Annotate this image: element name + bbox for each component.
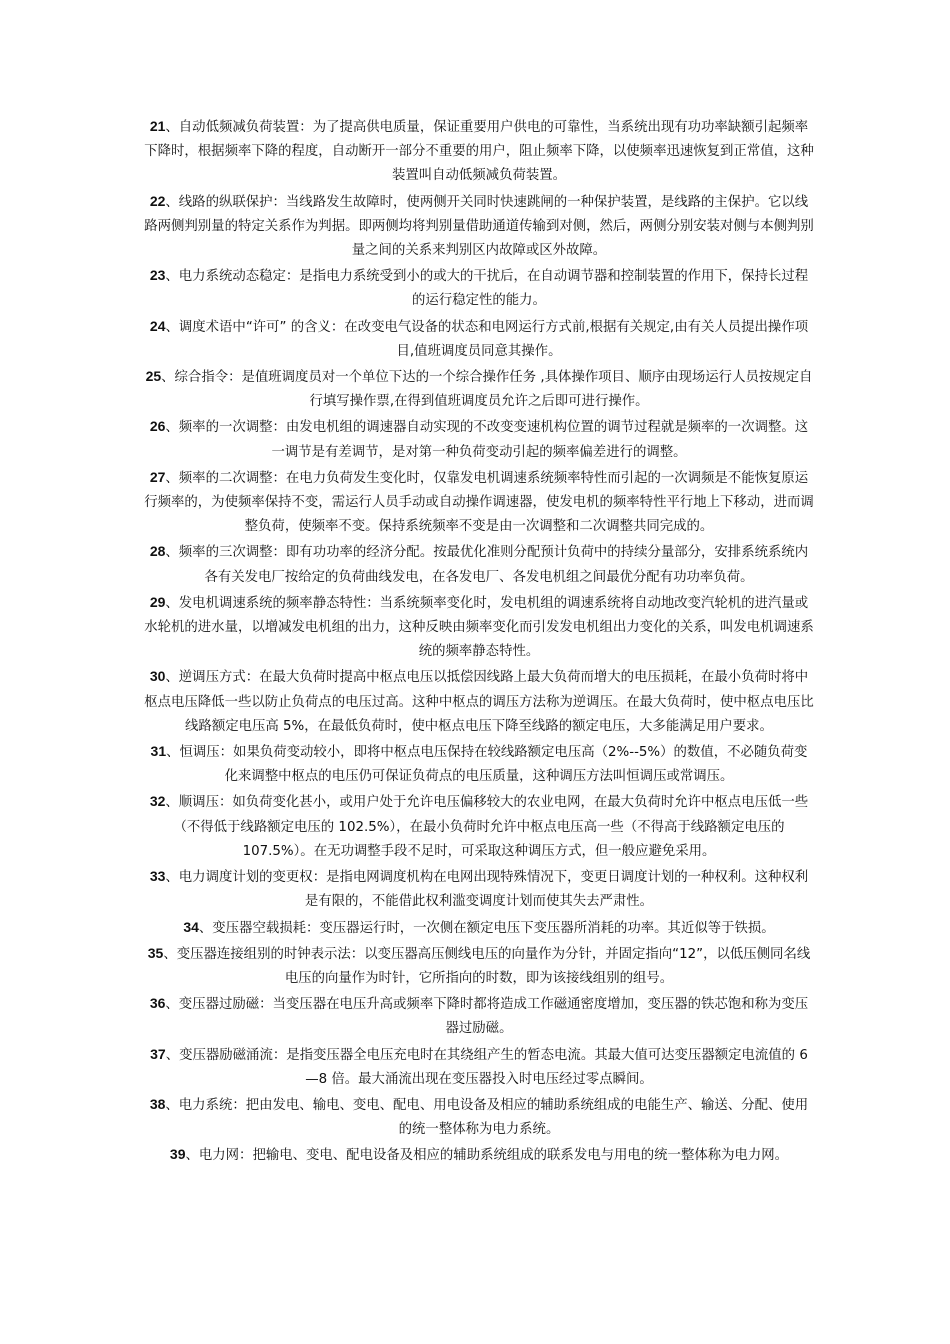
entry-text: 、变压器空载损耗：变压器运行时，一次侧在额定电压下变压器所消耗的功率。其近似等于铁损。 [198, 920, 775, 936]
entry-number: 35 [147, 944, 164, 961]
entry-text: 、电力系统：把由发电、输电、变电、配电、用电设备及相应的辅助系统组成的电能生产、输送、分配、使用的统一整体称为电力系统。 [165, 1097, 809, 1138]
entry-number: 36 [149, 995, 166, 1012]
entry-number: 22 [149, 192, 166, 209]
entry-text: 、频率的二次调整：在电力负荷发生变化时，仅靠发电机调速系统频率特性而引起的一次调频是不能恢复原运行频率的，为使频率保持不变，需运行人员手动或自动操作调速器，使发电机的频率特性平行地上下移动，进而调整负荷，使频率不变。保持系统频率不变是由一次调整和二次调整共同完成的。 [144, 470, 814, 535]
entry-number: 37 [150, 1045, 166, 1062]
entry-text: 、综合指令：是值班调度员对一个单位下达的一个综合操作任务 ,具体操作项目、顺序由现场运行人员按规定自行填写操作票,在得到值班调度员允许之后即可进行操作。 [161, 370, 813, 410]
definition-entry-34 [144, 915, 814, 941]
entry-number: 28 [149, 543, 166, 560]
entry-text: 、电力网：把输电、变电、配电设备及相应的辅助系统组成的联系发电与用电的统一整体称为电力网。 [185, 1148, 789, 1164]
definition-entry-37 [144, 1042, 814, 1092]
entry-text: 、调度术语中“许可” 的含义：在改变电气设备的状态和电网运行方式前,根据有关规定,由有关人员提出操作项目,值班调度员同意其操作。 [165, 319, 809, 359]
entry-number: 21 [149, 118, 166, 134]
entry-text: 、线路的纵联保护：当线路发生故障时，使两侧开关同时快速跳闸的一种保护装置，是线路的主保护。它以线路两侧判别量的特定关系作为判据。即两侧均将判别量借助通道传输到对侧，然后，两侧分别安装对侧与本侧判别量之间的关系来判别区内故障或区外故障。 [144, 194, 814, 259]
definition-entry-33 [144, 864, 814, 914]
entry-number: 27 [149, 468, 166, 485]
entry-number: 38 [149, 1095, 166, 1112]
definition-entry-25 [144, 364, 814, 414]
entry-number: 23 [149, 267, 166, 284]
definition-entry-27 [144, 465, 814, 540]
entry-number: 29 [149, 593, 166, 610]
entry-text: 、顺调压：如负荷变化甚小，或用户处于允许电压偏移较大的农业电网，在最大负荷时允许中枢点电压低一些（不得低于线路额定电压的 102.5%），在最小负荷时允许中枢点电压高一些（不得高于线路额定电压的 107.5%）。在无功调整手段不足时，可采取这种调压方式，但一般应避免采用。 [165, 795, 809, 859]
entry-number: 31 [150, 743, 167, 760]
entry-text: 、频率的三次调整：即有功功率的经济分配。按最优化准则分配预计负荷中的持续分量部分，安排系统系统内各有关发电厂按给定的负荷曲线发电，在各发电厂、各发电机组之间最优分配有功功率负荷。 [165, 545, 809, 585]
entry-text: 、逆调压方式：在最大负荷时提高中枢点电压以抵偿因线路上最大负荷而增大的电压损耗，在最小负荷时将中枢点电压降低一些以防止负荷点的电压过高。这种中枢点的调压方法称为逆调压。在最大负荷时，使中枢点电压比线路额定电压高 5%，在最低负荷时，使中枢点电压下降至线路的额定电压，大多能满足用户要求。 [144, 670, 814, 734]
entry-number: 34 [183, 918, 199, 935]
definition-entry-28 [144, 539, 814, 589]
entry-number: 26 [149, 418, 166, 435]
entry-text: 、恒调压：如果负荷变动较小，即将中枢点电压保持在较线路额定电压高（2%--5%）的数值，不必随负荷变化来调整中枢点的电压仍可保证负荷点的电压质量，这种调压方法叫恒调压或常调压。 [166, 745, 808, 785]
entry-number: 33 [149, 868, 166, 885]
entry-text: 、变压器励磁涌流：是指变压器全电压充电时在其绕组产生的暂态电流。其最大值可达变压器额定电流值的 6—8 倍。最大涌流出现在变压器投入时电压经过零点瞬间。 [165, 1047, 808, 1087]
definition-entry-29 [144, 590, 814, 665]
entry-text: 、电力系统动态稳定：是指电力系统受到小的或大的干扰后，在自动调节器和控制装置的作用下，保持长过程的运行稳定性的能力。 [165, 269, 809, 309]
entry-text: 、频率的一次调整：由发电机组的调速器自动实现的不改变变速机构位置的调节过程就是频率的一次调整。这一调节是有差调节，是对第一种负荷变动引起的频率偏差进行的调整。 [165, 420, 809, 460]
entry-text: 、电力调度计划的变更权：是指电网调度机构在电网出现特殊情况下，变更日调度计划的一种权利。这种权利是有限的，不能借此权利滥变调度计划而使其失去严肃性。 [165, 870, 809, 910]
document-body [144, 114, 814, 1169]
entry-number: 32 [149, 793, 166, 810]
definition-entry-35 [144, 941, 814, 991]
definition-entry-26 [144, 414, 814, 464]
definition-entry-36 [144, 991, 814, 1041]
definition-entry-21 [144, 114, 814, 189]
definition-entry-39 [144, 1142, 814, 1168]
entry-number: 39 [169, 1146, 186, 1163]
entry-number: 25 [145, 368, 162, 385]
definition-entry-31 [144, 739, 814, 789]
entry-text: 、变压器连接组别的时钟表示法：以变压器高压侧线电压的向量作为分针，并固定指向“12”，以低压侧同名线电压的向量作为时针，它所指向的时数，即为该接线组别的组号。 [163, 946, 811, 986]
definition-entry-24 [144, 314, 814, 364]
entry-text: 、发电机调速系统的频率静态特性：当系统频率变化时，发电机组的调速系统将自动地改变汽轮机的进汽量或水轮机的进水量，以增减发电机组的出力，这种反映由频率变化而引发发电机组出力变化的关系，叫发电机调速系统的频率静态特性。 [144, 595, 814, 660]
definition-entry-38 [144, 1092, 814, 1142]
entry-number: 24 [149, 317, 166, 334]
entry-text: 、变压器过励磁：当变压器在电压升高或频率下降时都将造成工作磁通密度增加，变压器的铁芯饱和称为变压器过励磁。 [165, 997, 809, 1037]
entry-text: 、自动低频减负荷装置：为了提高供电质量，保证重要用户供电的可靠性，当系统出现有功功率缺额引起频率下降时，根据频率下降的程度，自动断开一部分不重要的用户，阻止频率下降，以使频率迅速恢复到正常值，这种装置叫自动低频减负荷装置。 [144, 120, 814, 184]
definition-entry-30 [144, 664, 814, 739]
entry-number: 30 [149, 668, 166, 685]
definition-entry-22 [144, 189, 814, 264]
definition-entry-23 [144, 263, 814, 313]
definition-entry-32 [144, 789, 814, 864]
